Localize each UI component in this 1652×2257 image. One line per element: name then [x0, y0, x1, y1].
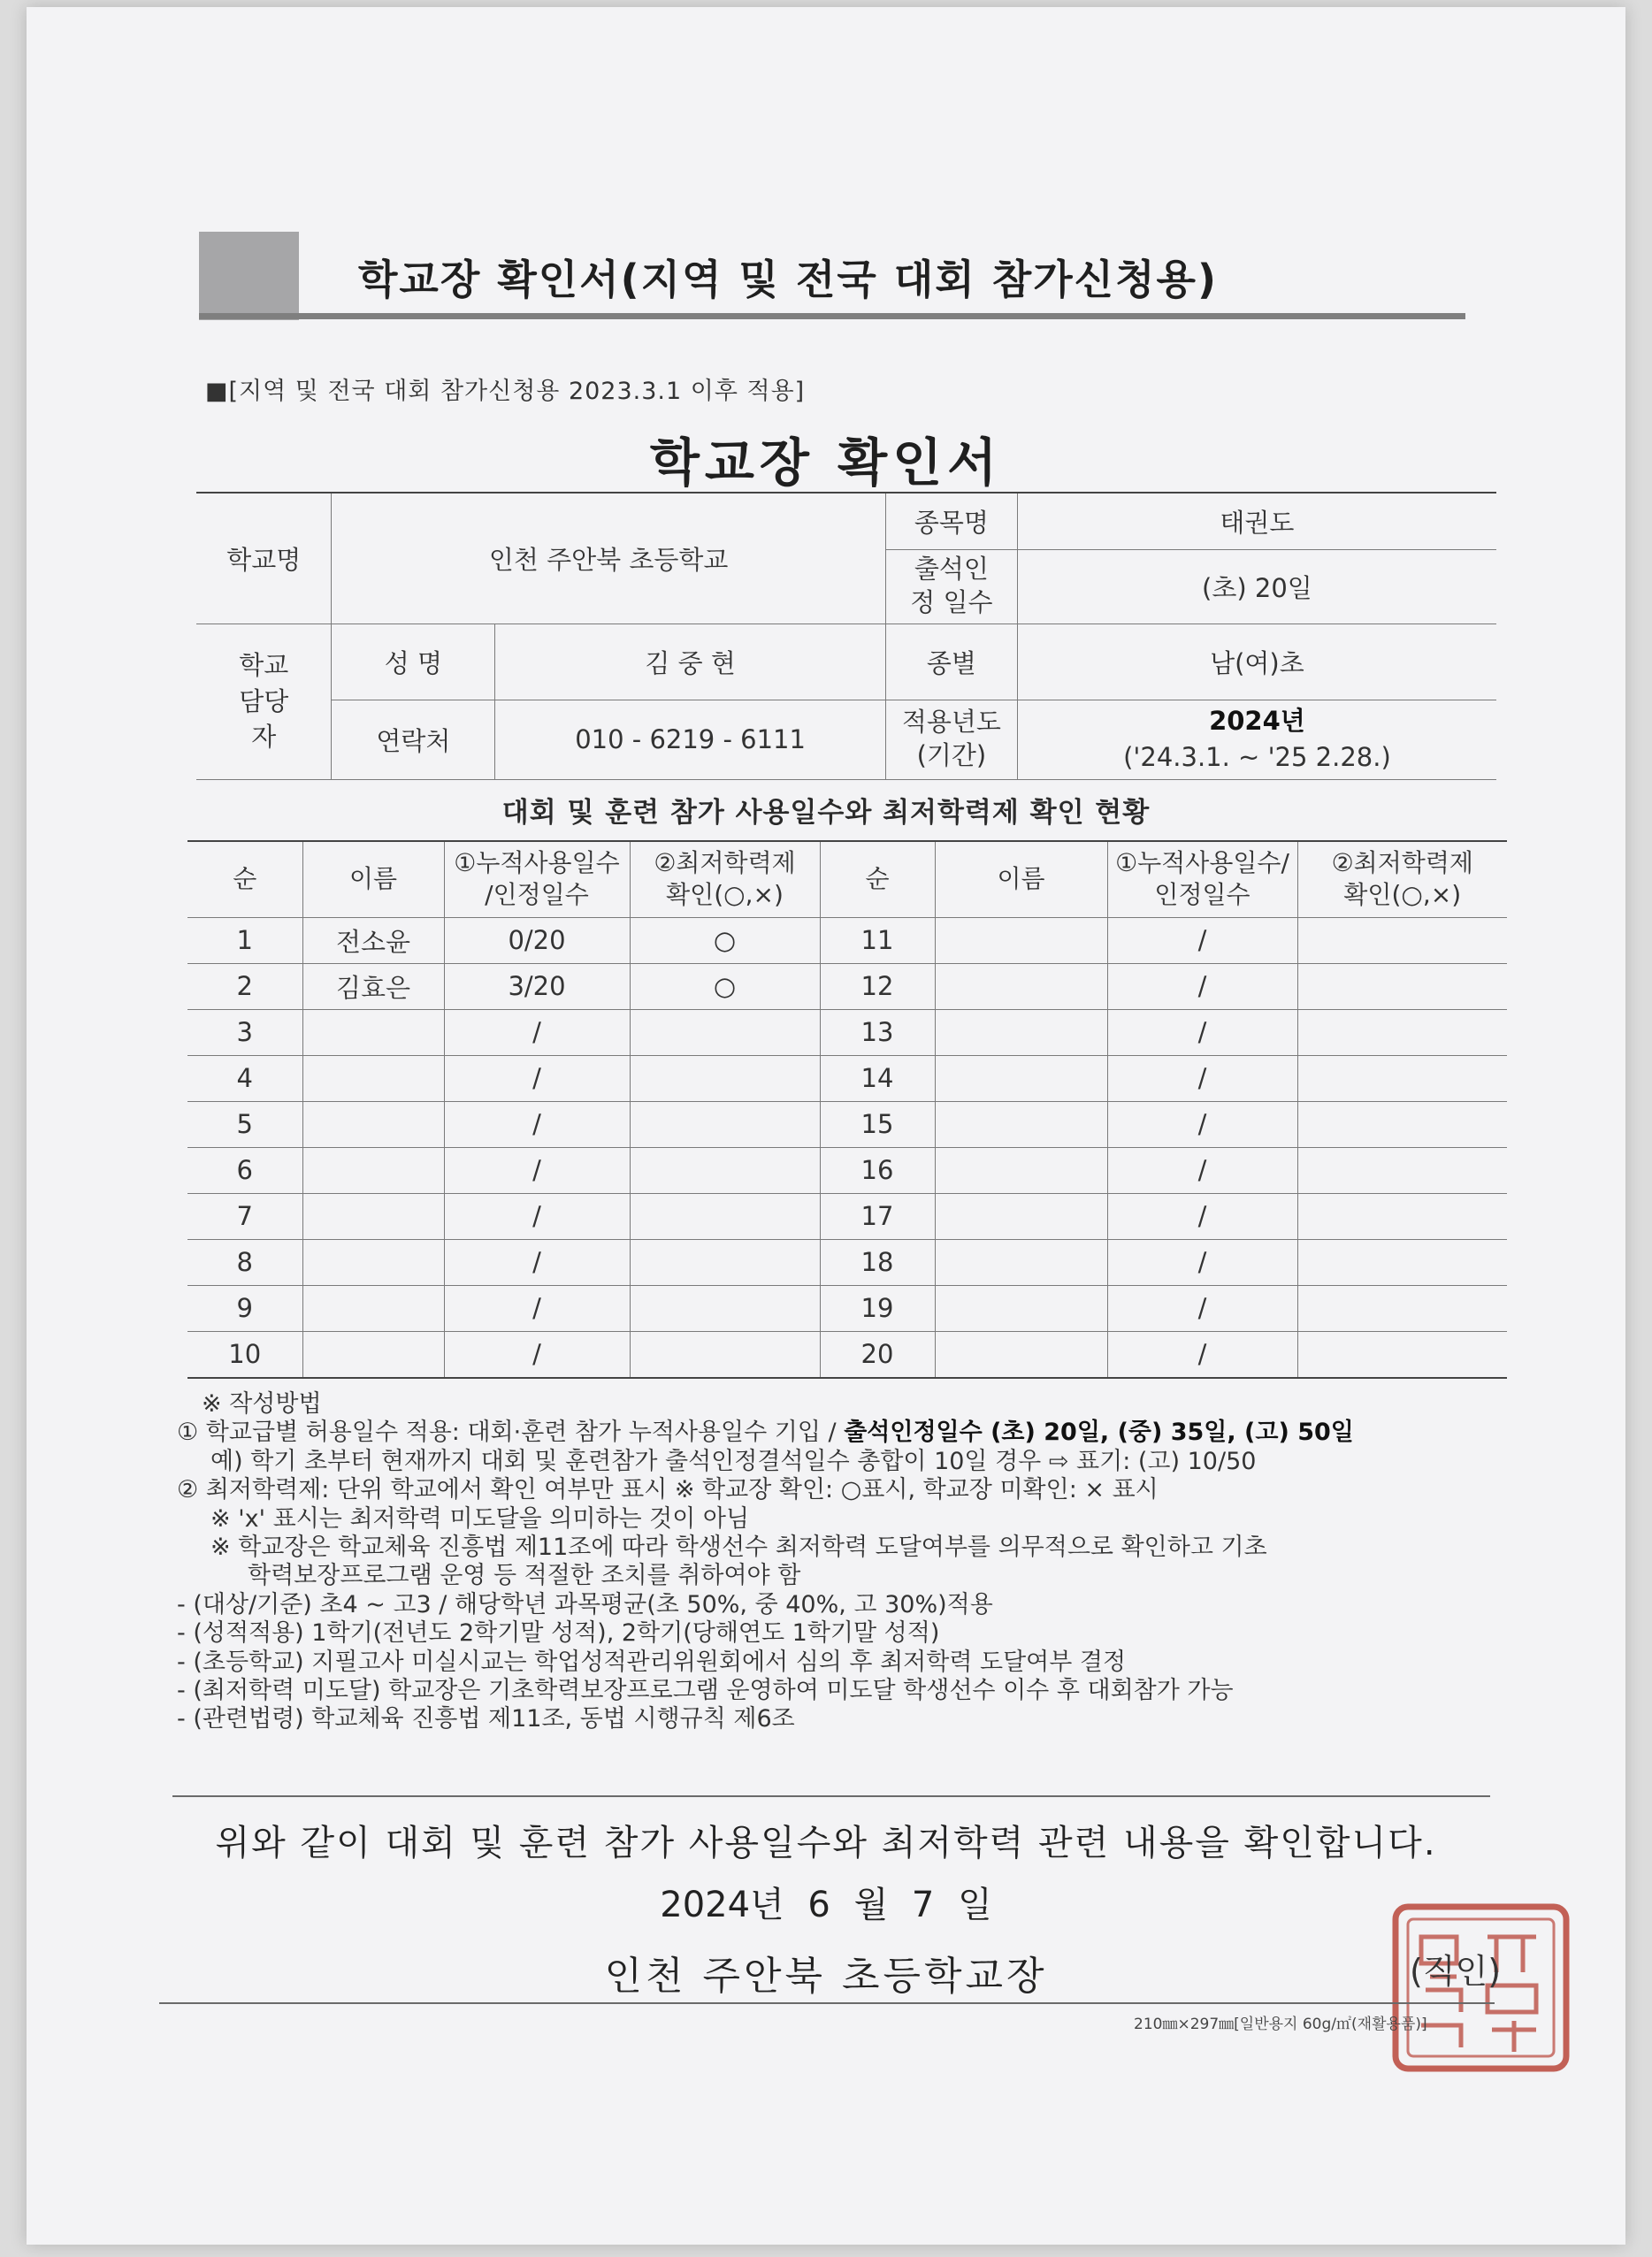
- row-number-right: 13: [820, 1009, 935, 1055]
- row-check-right: [1297, 963, 1507, 1009]
- row-check-right: [1297, 1331, 1507, 1378]
- header-name-right: 이름: [935, 841, 1107, 917]
- row-name-right: [935, 1009, 1107, 1055]
- row-days: /: [444, 1147, 630, 1193]
- row-days-right: /: [1107, 963, 1297, 1009]
- note-2: ② 최저학력제: 단위 학교에서 확인 여부만 표시 ※ 학교장 확인: ○표시, 학교장 미확인: × 표시: [177, 1476, 1159, 1504]
- period-year: 2024년: [1209, 706, 1305, 737]
- row-name-right: [935, 1147, 1107, 1193]
- row-name: [302, 1285, 444, 1331]
- row-name: [302, 1193, 444, 1239]
- row-number: 3: [187, 1009, 302, 1055]
- table-row: [187, 1009, 1507, 1055]
- row-check-right: [1297, 1101, 1507, 1147]
- note-2-b2: 학력보장프로그램 운영 등 적절한 조치를 취하여야 함: [248, 1562, 801, 1590]
- instructions: [177, 1390, 1539, 1734]
- header-check-l2: 확인(○,×): [666, 880, 784, 910]
- seal-label: (직인): [1410, 1952, 1502, 1991]
- row-check: [630, 1285, 820, 1331]
- row-number: 9: [187, 1285, 302, 1331]
- header-days-right: [1107, 841, 1297, 917]
- row-number: 1: [187, 917, 302, 963]
- banner-title: 학교장 확인서(지역 및 전국 대회 참가신청용): [358, 256, 1218, 303]
- row-number: 7: [187, 1193, 302, 1239]
- header-no: 순: [187, 841, 302, 917]
- row-number: 10: [187, 1331, 302, 1378]
- row-check-right: [1297, 1147, 1507, 1193]
- contact-value: 010 - 6219 - 6111: [495, 700, 886, 779]
- row-number-right: 12: [820, 963, 935, 1009]
- table-row: [187, 1285, 1507, 1331]
- paper-spec: 210㎜×297㎜[일반용지 60g/㎡(재활용품)]: [1134, 2016, 1427, 2033]
- usage-table: [187, 840, 1507, 1379]
- row-check: ○: [630, 963, 820, 1009]
- row-days-right: /: [1107, 1055, 1297, 1101]
- table-row: [187, 1193, 1507, 1239]
- row-days: /: [444, 1331, 630, 1378]
- row-name-right: [935, 1239, 1107, 1285]
- row-name-right: [935, 1101, 1107, 1147]
- sport-value: 태권도: [1017, 493, 1496, 549]
- detail-1: - (대상/기준) 초4 ~ 고3 / 해당학년 과목평균(초 50%, 중 40%, 고 30%)적용: [177, 1590, 993, 1618]
- row-number-right: 11: [820, 917, 935, 963]
- header-check-r-l1: ②최저학력제: [1331, 847, 1473, 877]
- row-check: [630, 1193, 820, 1239]
- confirmation-statement: 위와 같이 대회 및 훈련 참가 사용일수와 최저학력 관련 내용을 확인합니다.: [215, 1823, 1437, 1863]
- row-check-right: [1297, 1239, 1507, 1285]
- table-row: [187, 1101, 1507, 1147]
- row-name: [302, 1331, 444, 1378]
- row-days: /: [444, 1285, 630, 1331]
- row-days: /: [444, 1101, 630, 1147]
- row-days-right: /: [1107, 1009, 1297, 1055]
- header-days-l2: /인정일수: [485, 880, 589, 910]
- notes-heading: ※ 작성방법: [202, 1390, 322, 1418]
- row-check: ○: [630, 917, 820, 963]
- issue-date: 2024년 6 월 7 일: [660, 1885, 992, 1925]
- gender-label: 종별: [885, 624, 1017, 700]
- row-number-right: 18: [820, 1239, 935, 1285]
- header-days: [444, 841, 630, 917]
- header-days-l1: ①누적사용일수: [454, 847, 620, 877]
- attend-label-text: 출석인정 일수: [910, 554, 993, 617]
- row-check-right: [1297, 1055, 1507, 1101]
- form-subtitle: ■[지역 및 전국 대회 참가신청용 2023.3.1 이후 적용]: [205, 378, 806, 405]
- manager-label: [196, 624, 332, 779]
- table-row: [187, 1147, 1507, 1193]
- row-name: [302, 1239, 444, 1285]
- header-check-r-l2: 확인(○,×): [1343, 880, 1462, 910]
- header-name: 이름: [302, 841, 444, 917]
- row-days: /: [444, 1055, 630, 1101]
- name-value: 김 중 현: [495, 624, 886, 700]
- row-check-right: [1297, 1285, 1507, 1331]
- row-check: [630, 1331, 820, 1378]
- row-name-right: [935, 1193, 1107, 1239]
- row-name: [302, 1147, 444, 1193]
- school-label: 학교명: [196, 493, 332, 624]
- period-value: [1017, 700, 1496, 779]
- row-number-right: 20: [820, 1331, 935, 1378]
- row-name: [302, 1009, 444, 1055]
- header-days-r-l1: ①누적사용일수/: [1115, 847, 1289, 877]
- period-range: ('24.3.1. ~ '25 2.28.): [1123, 742, 1391, 772]
- notes-divider: [172, 1795, 1490, 1797]
- banner-rule: [199, 313, 1465, 319]
- row-name-right: [935, 1055, 1107, 1101]
- row-days-right: /: [1107, 1147, 1297, 1193]
- row-days: /: [444, 1009, 630, 1055]
- name-label: 성 명: [332, 624, 495, 700]
- row-check: [630, 1147, 820, 1193]
- note-2-a: ※ 'x' 표시는 최저학력 미도달을 의미하는 것이 아님: [210, 1504, 750, 1533]
- note-1-example: 예) 학기 초부터 현재까지 대회 및 훈련참가 출석인정결석일수 총합이 10일 경우 ⇨ 표기: (고) 10/50: [210, 1447, 1257, 1475]
- note-2-b1: ※ 학교장은 학교체육 진흥법 제11조에 따라 학생선수 최저학력 도달여부를 의무적으로 확인하고 기초: [210, 1533, 1267, 1561]
- table-row: [187, 1239, 1507, 1285]
- header-check-right: [1297, 841, 1507, 917]
- row-name: 전소윤: [302, 917, 444, 963]
- row-number: 4: [187, 1055, 302, 1101]
- row-check: [630, 1101, 820, 1147]
- header-banner: [199, 232, 1465, 320]
- row-name-right: [935, 1285, 1107, 1331]
- row-check: [630, 1055, 820, 1101]
- row-number-right: 17: [820, 1193, 935, 1239]
- row-days: 0/20: [444, 917, 630, 963]
- school-value: 인천 주안북 초등학교: [332, 493, 885, 624]
- header-days-r-l2: 인정일수: [1154, 880, 1250, 910]
- row-number-right: 14: [820, 1055, 935, 1101]
- note-1-text: ① 학교급별 허용일수 적용: 대회·훈련 참가 누적사용일수 기입 /: [177, 1419, 845, 1447]
- row-check: [630, 1239, 820, 1285]
- row-name-right: [935, 917, 1107, 963]
- gender-value: 남(여)초: [1017, 624, 1496, 700]
- principal-name: 인천 주안북 초등학교장: [604, 1954, 1048, 1999]
- row-number: 6: [187, 1147, 302, 1193]
- table-row: [187, 963, 1507, 1009]
- row-name-right: [935, 963, 1107, 1009]
- header-no-right: 순: [820, 841, 935, 917]
- manager-label-text: 학교 담당자: [239, 650, 289, 753]
- row-name: [302, 1101, 444, 1147]
- row-days-right: /: [1107, 1285, 1297, 1331]
- table-row: [187, 1055, 1507, 1101]
- note-1: [177, 1419, 1539, 1447]
- row-days-right: /: [1107, 1193, 1297, 1239]
- detail-2: - (성적적용) 1학기(전년도 2학기말 성적), 2학기(당해연도 1학기말 성적): [177, 1619, 940, 1648]
- footer-divider: [159, 2002, 1495, 2004]
- section-title: 대회 및 훈련 참가 사용일수와 최저학력제 확인 현황: [501, 797, 1151, 829]
- header-check: [630, 841, 820, 917]
- header-check-l1: ②최저학력제: [654, 847, 796, 877]
- row-number: 2: [187, 963, 302, 1009]
- row-check: [630, 1009, 820, 1055]
- page-title: 학교장 확인서: [649, 432, 1003, 493]
- contact-label: 연락처: [332, 700, 495, 779]
- row-check-right: [1297, 1009, 1507, 1055]
- row-check-right: [1297, 917, 1507, 963]
- row-name: [302, 1055, 444, 1101]
- row-number-right: 19: [820, 1285, 935, 1331]
- period-label: [885, 700, 1017, 779]
- detail-4: - (최저학력 미도달) 학교장은 기초학력보장프로그램 운영하여 미도달 학생선수 이수 후 대회참가 가능: [177, 1676, 1234, 1704]
- row-number-right: 16: [820, 1147, 935, 1193]
- row-days-right: /: [1107, 1239, 1297, 1285]
- row-number: 8: [187, 1239, 302, 1285]
- row-days-right: /: [1107, 917, 1297, 963]
- row-number-right: 15: [820, 1101, 935, 1147]
- row-check-right: [1297, 1193, 1507, 1239]
- row-days: 3/20: [444, 963, 630, 1009]
- row-days: /: [444, 1193, 630, 1239]
- info-table: [196, 492, 1496, 780]
- attend-label: [885, 549, 1017, 624]
- row-days-right: /: [1107, 1331, 1297, 1378]
- row-number: 5: [187, 1101, 302, 1147]
- banner-block: [199, 232, 299, 320]
- table-row: [187, 1331, 1507, 1378]
- detail-5: - (관련법령) 학교체육 진흥법 제11조, 동법 시행규칙 제6조: [177, 1705, 795, 1733]
- row-name: 김효은: [302, 963, 444, 1009]
- note-1-bold: 출석인정일수 (초) 20일, (중) 35일, (고) 50일: [844, 1419, 1354, 1447]
- row-name-right: [935, 1331, 1107, 1378]
- table-row: [187, 917, 1507, 963]
- detail-3: - (초등학교) 지필고사 미실시교는 학업성적관리위원회에서 심의 후 최저학력 도달여부 결정: [177, 1648, 1127, 1676]
- period-label-text: 적용년도 (기간): [901, 707, 1001, 770]
- sport-label: 종목명: [885, 493, 1017, 549]
- attend-value: (초) 20일: [1017, 549, 1496, 624]
- row-days-right: /: [1107, 1101, 1297, 1147]
- row-days: /: [444, 1239, 630, 1285]
